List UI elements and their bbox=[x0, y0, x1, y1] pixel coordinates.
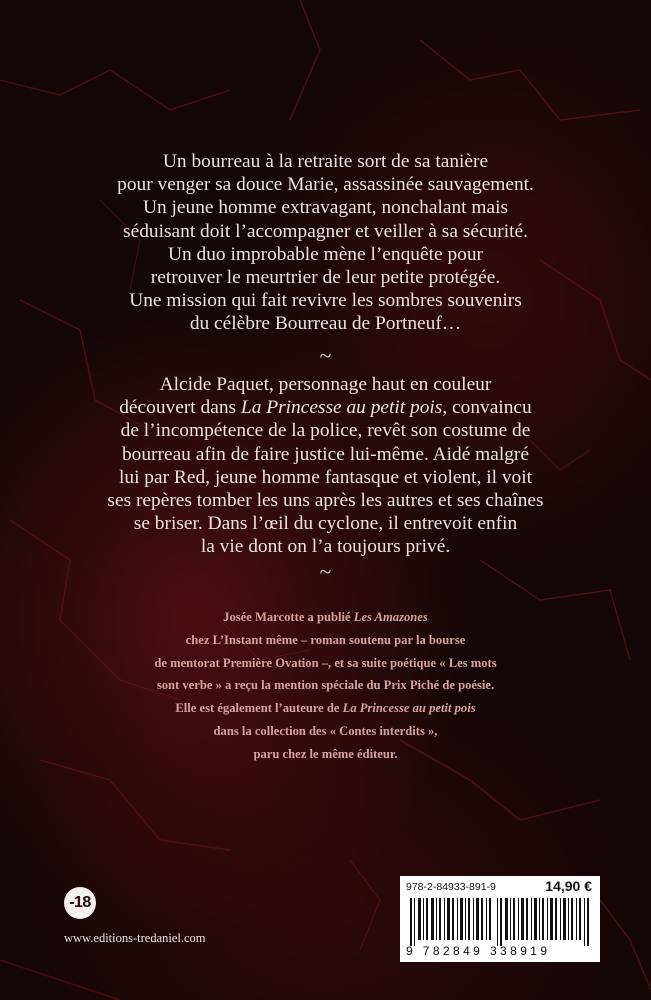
isbn-number: 978-2-84933-891-9 bbox=[406, 881, 496, 893]
blurb-line: Un jeune homme extravagant, nonchalant mais bbox=[142, 197, 509, 219]
book-title: La Princesse au petit pois bbox=[342, 701, 476, 716]
blurb-line: se briser. Dans l’œil du cyclone, il entrevoit enfin bbox=[133, 513, 518, 535]
blurb-line: séduisant doit l’accompagner et veiller à sa sécurité. bbox=[123, 220, 528, 242]
blurb-line: ses repères tomber les uns après les autres et ses chaînes bbox=[107, 490, 544, 512]
blurb-line: Une mission qui fait revivre les sombres souvenirs bbox=[129, 290, 522, 312]
blurb-line: Un bourreau à la retraite sort de sa tanière bbox=[162, 151, 489, 172]
blurb-line: retrouver le meurtrier de leur petite protégée. bbox=[150, 267, 501, 289]
author-bio bbox=[50, 606, 601, 766]
bio-line: dans la collection des « Contes interdits », bbox=[213, 723, 438, 738]
separator-tilde-1: ~ bbox=[319, 343, 332, 368]
bio-line: de mentorat Première Ovation –, et sa suite poétique « Les mots bbox=[154, 655, 497, 670]
bio-line: paru chez le même éditeur. bbox=[253, 746, 398, 761]
blurb-paragraph-1 bbox=[70, 150, 581, 336]
barcode-label bbox=[400, 876, 600, 962]
blurb-line: découvert dans La Princesse au petit pois, convaincu bbox=[119, 397, 532, 419]
blurb-line: de l’incompétence de la police, revêt son costume de bbox=[120, 420, 531, 442]
blurb-line: bourreau afin de faire justice lui-même. Aidé malgré bbox=[121, 443, 530, 465]
bio-line: sont verbe » a reçu la mention spéciale du Prix Piché de poésie. bbox=[156, 678, 495, 693]
blurb-line: pour venger sa douce Marie, assassinée sauvagement. bbox=[117, 174, 534, 196]
blurb-line: Alcide Paquet, personnage haut en couleur bbox=[159, 374, 492, 395]
price: 14,90 € bbox=[545, 878, 592, 894]
blurb-line: du célèbre Bourreau de Portneuf… bbox=[189, 313, 462, 335]
separator-tilde-2: ~ bbox=[319, 559, 332, 584]
book-title: La Princesse au petit pois bbox=[240, 397, 443, 419]
blurb-line: Un duo improbable mène l’enquête pour bbox=[167, 243, 483, 265]
blurb-line: lui par Red, jeune homme fantasque et violent, il voit bbox=[118, 466, 533, 488]
bio-line: chez L’Instant même – roman soutenu par la bourse bbox=[185, 632, 466, 647]
blurb-paragraph-2 bbox=[70, 373, 581, 559]
barcode-digits: 9 782849 338919 bbox=[406, 944, 551, 958]
blurb-line: la vie dont on l’a toujours privé. bbox=[200, 536, 451, 558]
bio-line: Elle est également l’auteure de La Princesse au petit pois bbox=[175, 701, 476, 716]
age-rating-badge: -18 bbox=[64, 887, 96, 919]
book-title: Les Amazones bbox=[353, 610, 428, 624]
bio-line: Josée Marcotte a publié Les Amazones bbox=[223, 610, 428, 624]
barcode-icon bbox=[406, 898, 594, 946]
publisher-website: www.editions-tredaniel.com bbox=[64, 931, 206, 945]
